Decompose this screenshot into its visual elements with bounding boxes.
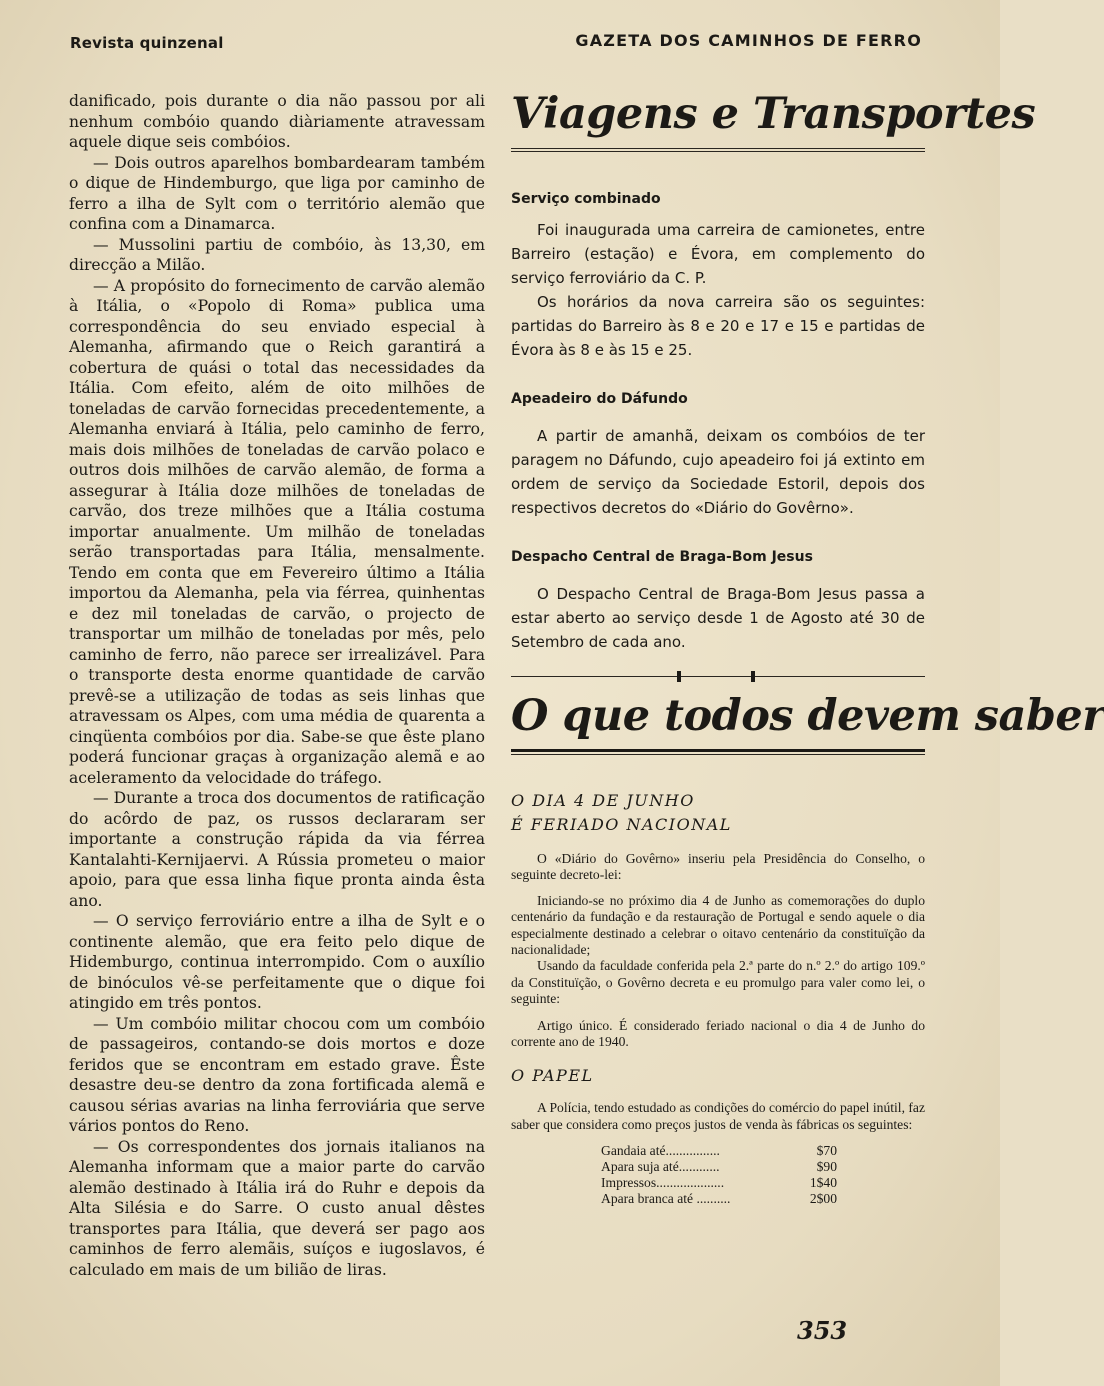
left-paragraph: — Um combóio militar chocou com um combóio de passageiros, contando-se dois mortos e doze feridos que se encontram em estado grave. Êste desastre deu-se dentro da zona fortificada alemã e causou sérias avarias na linha ferroviária que serve vários pontos do Reno. bbox=[69, 1014, 485, 1135]
price-value: 1$40 bbox=[809, 1175, 837, 1191]
price-row bbox=[601, 1143, 837, 1159]
item-body bbox=[511, 582, 925, 654]
page-number: 353 bbox=[797, 1316, 848, 1345]
price-row bbox=[601, 1191, 837, 1207]
price-label: Gandaia até................ bbox=[601, 1143, 720, 1159]
left-paragraph: — Durante a troca dos documentos de ratificação do acôrdo de paz, os russos declararam ser importante a construção rápida da via férrea Kantalahti-Kernijaervi. A Rússia prometeu o maior apoio, para que essa linha fique pronta ainda êsta ano. bbox=[69, 789, 485, 910]
left-paragraph: — A propósito do fornecimento de carvão alemão à Itália, o «Popolo di Roma» publica uma correspondência do seu enviado especial à Alemanha, afirmando que o Reich garantirá a cobertura de quási o total das necessidades da Itália. Com efeito, além de oito milhões de toneladas de carvão fornecidas precedentemente, a Alemanha enviará à Itália, pelo caminho de ferro, mais dois milhões de toneladas de carvão polaco e outros dois milhões de carvão alemão, de forma a assegurar à Itália doze milhões de toneladas de carvão, dos treze milhões que a Itália costuma importar anualmente. Um milhão de toneladas serão transportadas para Itália, mensalmente. Tendo em conta que em Fevereiro último a Itália importou da Alemanha, pela via férrea, quinhentas e dez mil toneladas de carvão, o projecto de transportar um milhão de toneladas por mês, pelo caminho de ferro, não parece ser irrealizável. Para o transporte desta enorme quantidade de carvão prevê-se a utilização de todas as seis linhas que atravessam os Alpes, com uma média de quarenta a cinqüenta combóios por dia. Sabe-se que êste plano poderá funcionar graças à organização alemã e ao aceleramento da velocidade do tráfego. bbox=[69, 276, 485, 787]
price-value: $70 bbox=[816, 1143, 837, 1159]
price-label: Apara suja até............ bbox=[601, 1159, 720, 1175]
article-paragraph: O «Diário do Govêrno» inseriu pela Presidência do Conselho, o seguinte decreto-lei: bbox=[511, 851, 925, 883]
divider-line bbox=[511, 676, 925, 677]
section-o-que-todos-devem-saber bbox=[511, 688, 1104, 1207]
article-heading-line: O DIA 4 DE JUNHO bbox=[511, 791, 695, 810]
article-body bbox=[511, 1100, 925, 1133]
divider-mark bbox=[751, 671, 755, 682]
price-row bbox=[601, 1159, 837, 1175]
article-body bbox=[511, 851, 925, 1050]
left-paragraph: — Dois outros aparelhos bombardearam também o dique de Hindemburgo, que liga por caminho de ferro a ilha de Sylt com o território alemão que confina com a Dinamarca. bbox=[69, 153, 485, 233]
item-heading: Despacho Central de Braga-Bom Jesus bbox=[511, 549, 813, 565]
divider-mark bbox=[677, 671, 681, 682]
right-column bbox=[511, 86, 1104, 1207]
title-rule-thick bbox=[511, 749, 925, 752]
left-column bbox=[69, 91, 485, 1280]
running-header-left: Revista quinzenal bbox=[70, 34, 224, 52]
item-paragraph: Os horários da nova carreira são os seguintes: partidas do Barreiro às 8 e 20 e 17 e 15 e partidas de Évora às 8 e às 15 e 25. bbox=[511, 293, 925, 359]
item-body bbox=[511, 218, 925, 362]
item-paragraph: Foi inaugurada uma carreira de camionetes, entre Barreiro (estação) e Évora, em complemento do serviço ferroviário da C. P. bbox=[511, 221, 925, 287]
section-viagens-transportes bbox=[511, 86, 1036, 654]
item-body bbox=[511, 424, 925, 520]
item-paragraph: O Despacho Central de Braga-Bom Jesus passa a estar aberto ao serviço desde 1 de Agosto até 30 de Setembro de cada ano. bbox=[511, 585, 925, 651]
running-header-right: GAZETA DOS CAMINHOS DE FERRO bbox=[575, 31, 922, 50]
price-label: Apara branca até .......... bbox=[601, 1191, 731, 1207]
article-heading: O PAPEL bbox=[511, 1066, 594, 1086]
left-paragraph: — O serviço ferroviário entre a ilha de Sylt e o continente alemão, que era feito pelo dique de Hidemburgo, continua interrompido. Com o auxílio de binóculos vê-se perfeitamente que o dique foi atingido em três pontos. bbox=[69, 912, 485, 1012]
article-paragraph: Iniciando-se no próximo dia 4 de Junho as comemorações do duplo centenário da fundação e da restauração de Portugal e sendo aquele o dia especialmente destinado a celebrar o oitavo centenário da constituïção da nacionalidade; bbox=[511, 892, 925, 958]
article-paragraph: Usando da faculdade conferida pela 2.ª parte do n.º 2.º do artigo 109.º da Constituïção, o Govêrno decreta e eu promulgo para valer como lei, o seguinte: bbox=[511, 958, 925, 1007]
article-paragraph: A Polícia, tendo estudado as condições do comércio do papel inútil, faz saber que considera como preços justos de venda às fábricas os seguintes: bbox=[511, 1100, 925, 1132]
left-paragraph: danificado, pois durante o dia não passou por ali nenhum combóio quando diàriamente atravessam aquele dique seis combóios. bbox=[69, 92, 485, 151]
price-value: $90 bbox=[816, 1159, 837, 1175]
left-paragraph: — Os correspondentes dos jornais italianos na Alemanha informam que a maior parte do carvão alemão destinado à Itália irá do Ruhr e depois da Alta Silésia e do Sarre. O custo anual dêstes transportes para Itália, que deverá ser pago aos caminhos de ferro alemãis, suíços e iugoslavos, é calculado em mais de um bilião de liras. bbox=[69, 1137, 485, 1279]
section-title: O que todos devem saber bbox=[511, 691, 1104, 741]
item-heading: Apeadeiro do Dáfundo bbox=[511, 391, 688, 407]
price-value: 2$00 bbox=[809, 1191, 837, 1207]
price-row bbox=[601, 1175, 837, 1191]
article-paragraph: Artigo único. É considerado feriado nacional o dia 4 de Junho do corrente ano de 1940. bbox=[511, 1017, 925, 1050]
price-table bbox=[601, 1143, 837, 1207]
article-heading bbox=[511, 789, 925, 837]
item-heading: Serviço combinado bbox=[511, 191, 661, 207]
section-title: Viagens e Transportes bbox=[511, 89, 1036, 139]
left-paragraph: — Mussolini partiu de combóio, às 13,30, em direcção a Milão. bbox=[69, 235, 485, 274]
section-divider bbox=[511, 670, 925, 682]
article-heading-line: É FERIADO NACIONAL bbox=[511, 815, 732, 834]
price-label: Impressos.................... bbox=[601, 1175, 725, 1191]
item-paragraph: A partir de amanhã, deixam os combóios de ter paragem no Dáfundo, cujo apeadeiro foi já extinto em ordem de serviço da Sociedade Estoril, depois dos respectivos decretos do «Diário do Govêrno». bbox=[511, 427, 925, 517]
